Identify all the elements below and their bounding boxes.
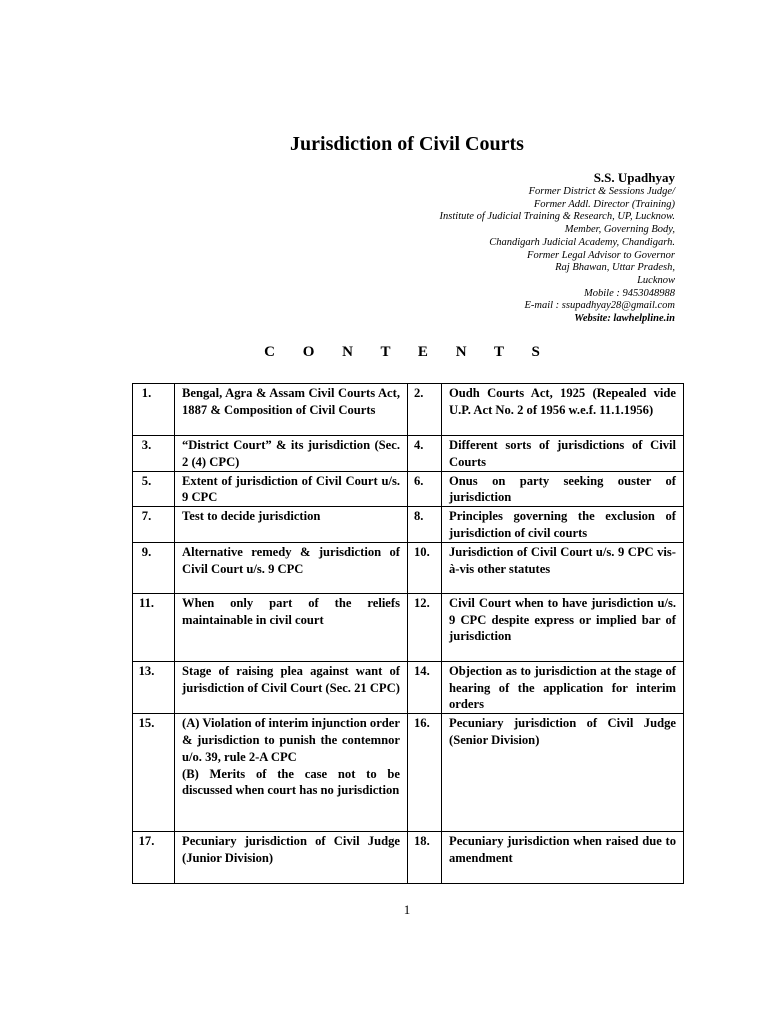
item-number: 9.	[133, 542, 175, 593]
item-title-part-a: (A) Violation of interim injunction order & jurisdiction to punish the contemnor u/o. 39, rule 2-A CPC	[182, 716, 400, 764]
item-number: 17.	[133, 832, 175, 884]
item-title: Stage of raising plea against want of jurisdiction of Civil Court (Sec. 21 CPC)	[175, 661, 408, 713]
item-title: Alternative remedy & jurisdiction of Civil Court u/s. 9 CPC	[175, 542, 408, 593]
contents-heading: C O N T E N T S	[264, 344, 552, 360]
item-number: 2.	[408, 384, 442, 436]
item-title: Oudh Courts Act, 1925 (Repealed vide U.P. Act No. 2 of 1956 w.e.f. 11.1.1956)	[442, 384, 684, 436]
item-title: Civil Court when to have jurisdiction u/s. 9 CPC despite express or implied bar of jurisdiction	[442, 593, 684, 661]
author-website: Website: lawhelpline.in	[574, 313, 675, 325]
author-line: Institute of Judicial Training & Research, UP, Lucknow.	[439, 211, 675, 223]
item-title: Bengal, Agra & Assam Civil Courts Act, 1887 & Composition of Civil Courts	[175, 384, 408, 436]
item-title: Extent of jurisdiction of Civil Court u/s. 9 CPC	[175, 471, 408, 507]
author-line: Member, Governing Body,	[564, 224, 675, 236]
item-number: 18.	[408, 832, 442, 884]
item-title: Test to decide jurisdiction	[175, 507, 408, 543]
table-row	[133, 832, 684, 884]
author-line: Lucknow	[637, 274, 675, 286]
item-title: Objection as to jurisdiction at the stage of hearing of the application for interim orders	[442, 661, 684, 713]
item-title-part-b: (B) Merits of the case not to be discussed when court has no jurisdiction	[182, 766, 400, 798]
item-title: Pecuniary jurisdiction when raised due to amendment	[442, 832, 684, 884]
item-number: 1.	[133, 384, 175, 436]
item-title	[175, 714, 408, 832]
item-number: 4.	[408, 436, 442, 472]
author-block	[275, 170, 675, 326]
author-line: Former Legal Advisor to Governor	[527, 249, 675, 261]
item-title: When only part of the reliefs maintainable in civil court	[175, 593, 408, 661]
item-title: Pecuniary jurisdiction of Civil Judge (Senior Division)	[442, 714, 684, 832]
contents-table	[132, 383, 684, 884]
item-number: 11.	[133, 593, 175, 661]
author-mobile: Mobile : 9453048988	[584, 287, 675, 299]
item-title: Different sorts of jurisdictions of Civil Courts	[442, 436, 684, 472]
author-name: S.S. Upadhyay	[593, 170, 675, 185]
table-row	[133, 384, 684, 436]
author-email: E-mail : ssupadhyay28@gmail.com	[524, 300, 675, 312]
item-number: 14.	[408, 661, 442, 713]
item-number: 5.	[133, 471, 175, 507]
item-title: Principles governing the exclusion of jurisdiction of civil courts	[442, 507, 684, 543]
item-number: 10.	[408, 542, 442, 593]
item-number: 6.	[408, 471, 442, 507]
table-row	[133, 436, 684, 472]
item-number: 7.	[133, 507, 175, 543]
author-line: Former Addl. Director (Training)	[533, 198, 675, 210]
author-line: Chandigarh Judicial Academy, Chandigarh.	[489, 236, 675, 248]
table-row	[133, 507, 684, 543]
item-number: 15.	[133, 714, 175, 832]
table-row	[133, 593, 684, 661]
item-number: 8.	[408, 507, 442, 543]
author-line: Former District & Sessions Judge/	[528, 186, 675, 197]
page-number: 1	[403, 902, 411, 917]
table-row	[133, 542, 684, 593]
table-row	[133, 661, 684, 713]
item-title: Jurisdiction of Civil Court u/s. 9 CPC vis-à-vis other statutes	[442, 542, 684, 593]
item-number: 16.	[408, 714, 442, 832]
document-title: Jurisdiction of Civil Courts	[290, 133, 524, 155]
item-number: 13.	[133, 661, 175, 713]
table-row	[133, 471, 684, 507]
item-title: Pecuniary jurisdiction of Civil Judge (Junior Division)	[175, 832, 408, 884]
item-title: “District Court” & its jurisdiction (Sec. 2 (4) CPC)	[175, 436, 408, 472]
item-number: 3.	[133, 436, 175, 472]
item-number: 12.	[408, 593, 442, 661]
table-row	[133, 714, 684, 832]
item-title: Onus on party seeking ouster of jurisdiction	[442, 471, 684, 507]
author-line: Raj Bhawan, Uttar Pradesh,	[555, 262, 675, 274]
